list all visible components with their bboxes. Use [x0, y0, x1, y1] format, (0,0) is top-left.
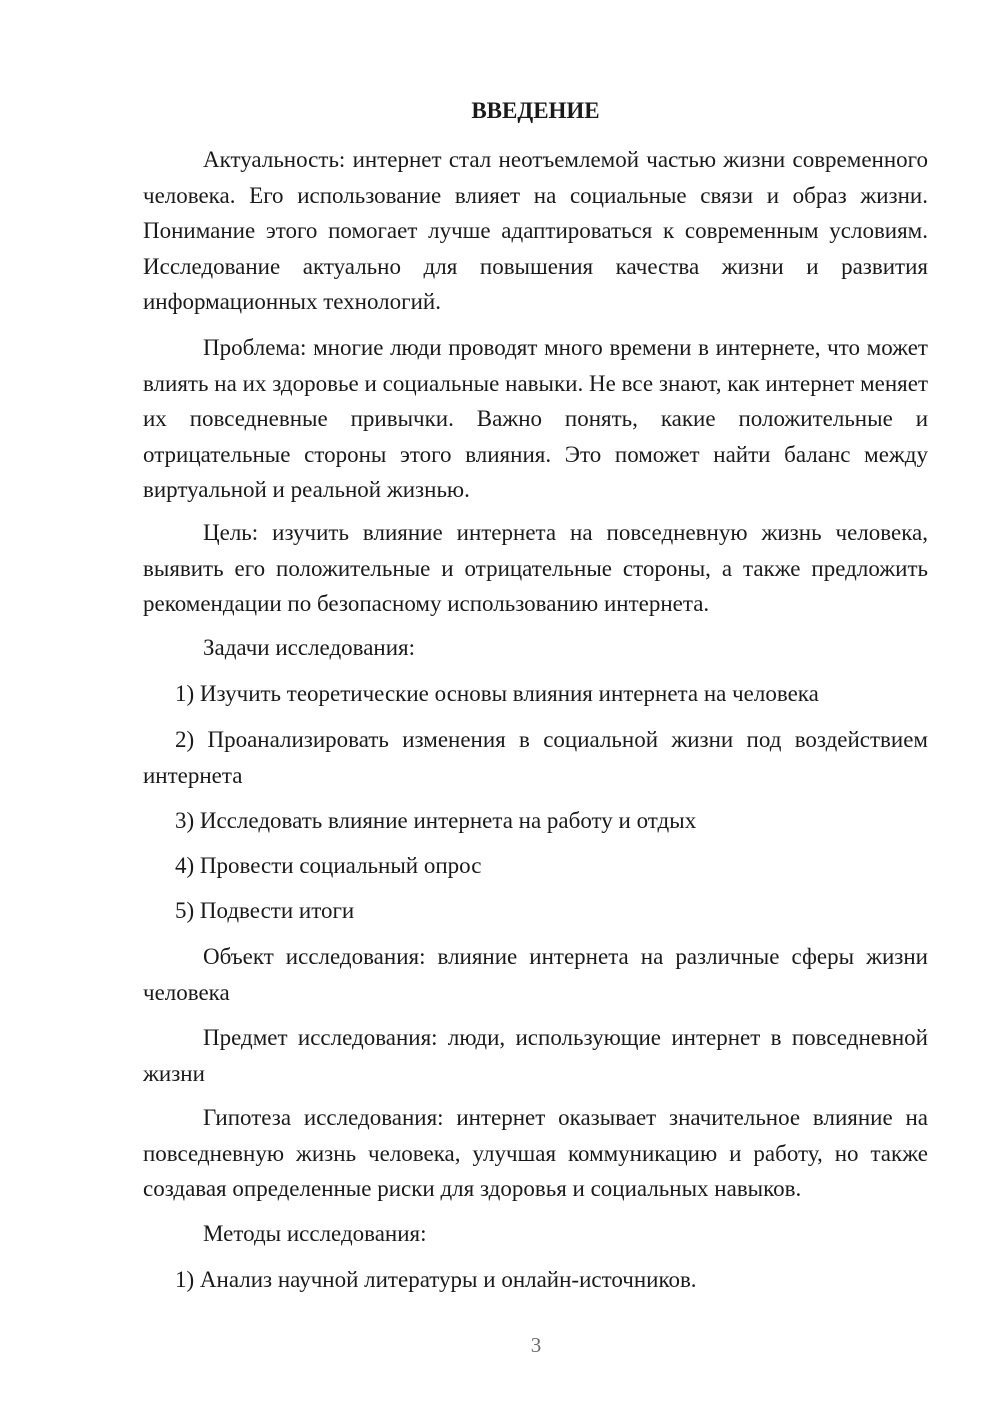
paragraph-hypothesis: Гипотеза исследования: интернет оказывает значительное влияние на повседневную жизнь человека, улучшая коммуникацию и работу, но также создавая определенные риски для здоровья и социальных навыков. [143, 1105, 928, 1201]
task-item-3: 3) Исследовать влияние интернета на работу и отдых [175, 808, 697, 833]
paragraph-relevance: Актуальность: интернет стал неотъемлемой частью жизни современного человека. Его использование влияет на социальные связи и образ жизни. Понимание этого помогает лучше адаптироваться к современным условиям. Исследование актуально для повышения качества жизни и развития информационных технологий. [143, 147, 928, 314]
paragraph-goal: Цель: изучить влияние интернета на повседневную жизнь человека, выявить его положительные и отрицательные стороны, а также предложить рекомендации по безопасному использованию интернета. [143, 520, 928, 616]
task-item-1: 1) Изучить теоретические основы влияния интернета на человека [175, 681, 819, 706]
section-title: ВВЕДЕНИЕ [471, 98, 600, 123]
paragraph-problem: Проблема: многие люди проводят много времени в интернете, что может влиять на их здоровье и социальные навыки. Не все знают, как интернет меняет их повседневные привычки. Важно понять, какие положительные и отрицательные стороны этого влияния. Это поможет найти баланс между виртуальной и реальной жизнью. [143, 335, 928, 502]
method-item-1: 1) Анализ научной литературы и онлайн-источников. [175, 1267, 697, 1292]
paragraph-tasks-heading: Задачи исследования: [203, 635, 416, 660]
paragraph-subject: Предмет исследования: люди, использующие интернет в повседневной жизни [143, 1025, 928, 1086]
task-item-5: 5) Подвести итоги [175, 898, 355, 923]
paragraph-methods-heading: Методы исследования: [203, 1221, 427, 1246]
page-number: 3 [530, 1333, 542, 1357]
task-item-2: 2) Проанализировать изменения в социальной жизни под воздействием интернета [143, 727, 928, 788]
task-item-4: 4) Провести социальный опрос [175, 853, 482, 878]
paragraph-object: Объект исследования: влияние интернета на различные сферы жизни человека [143, 944, 928, 1005]
